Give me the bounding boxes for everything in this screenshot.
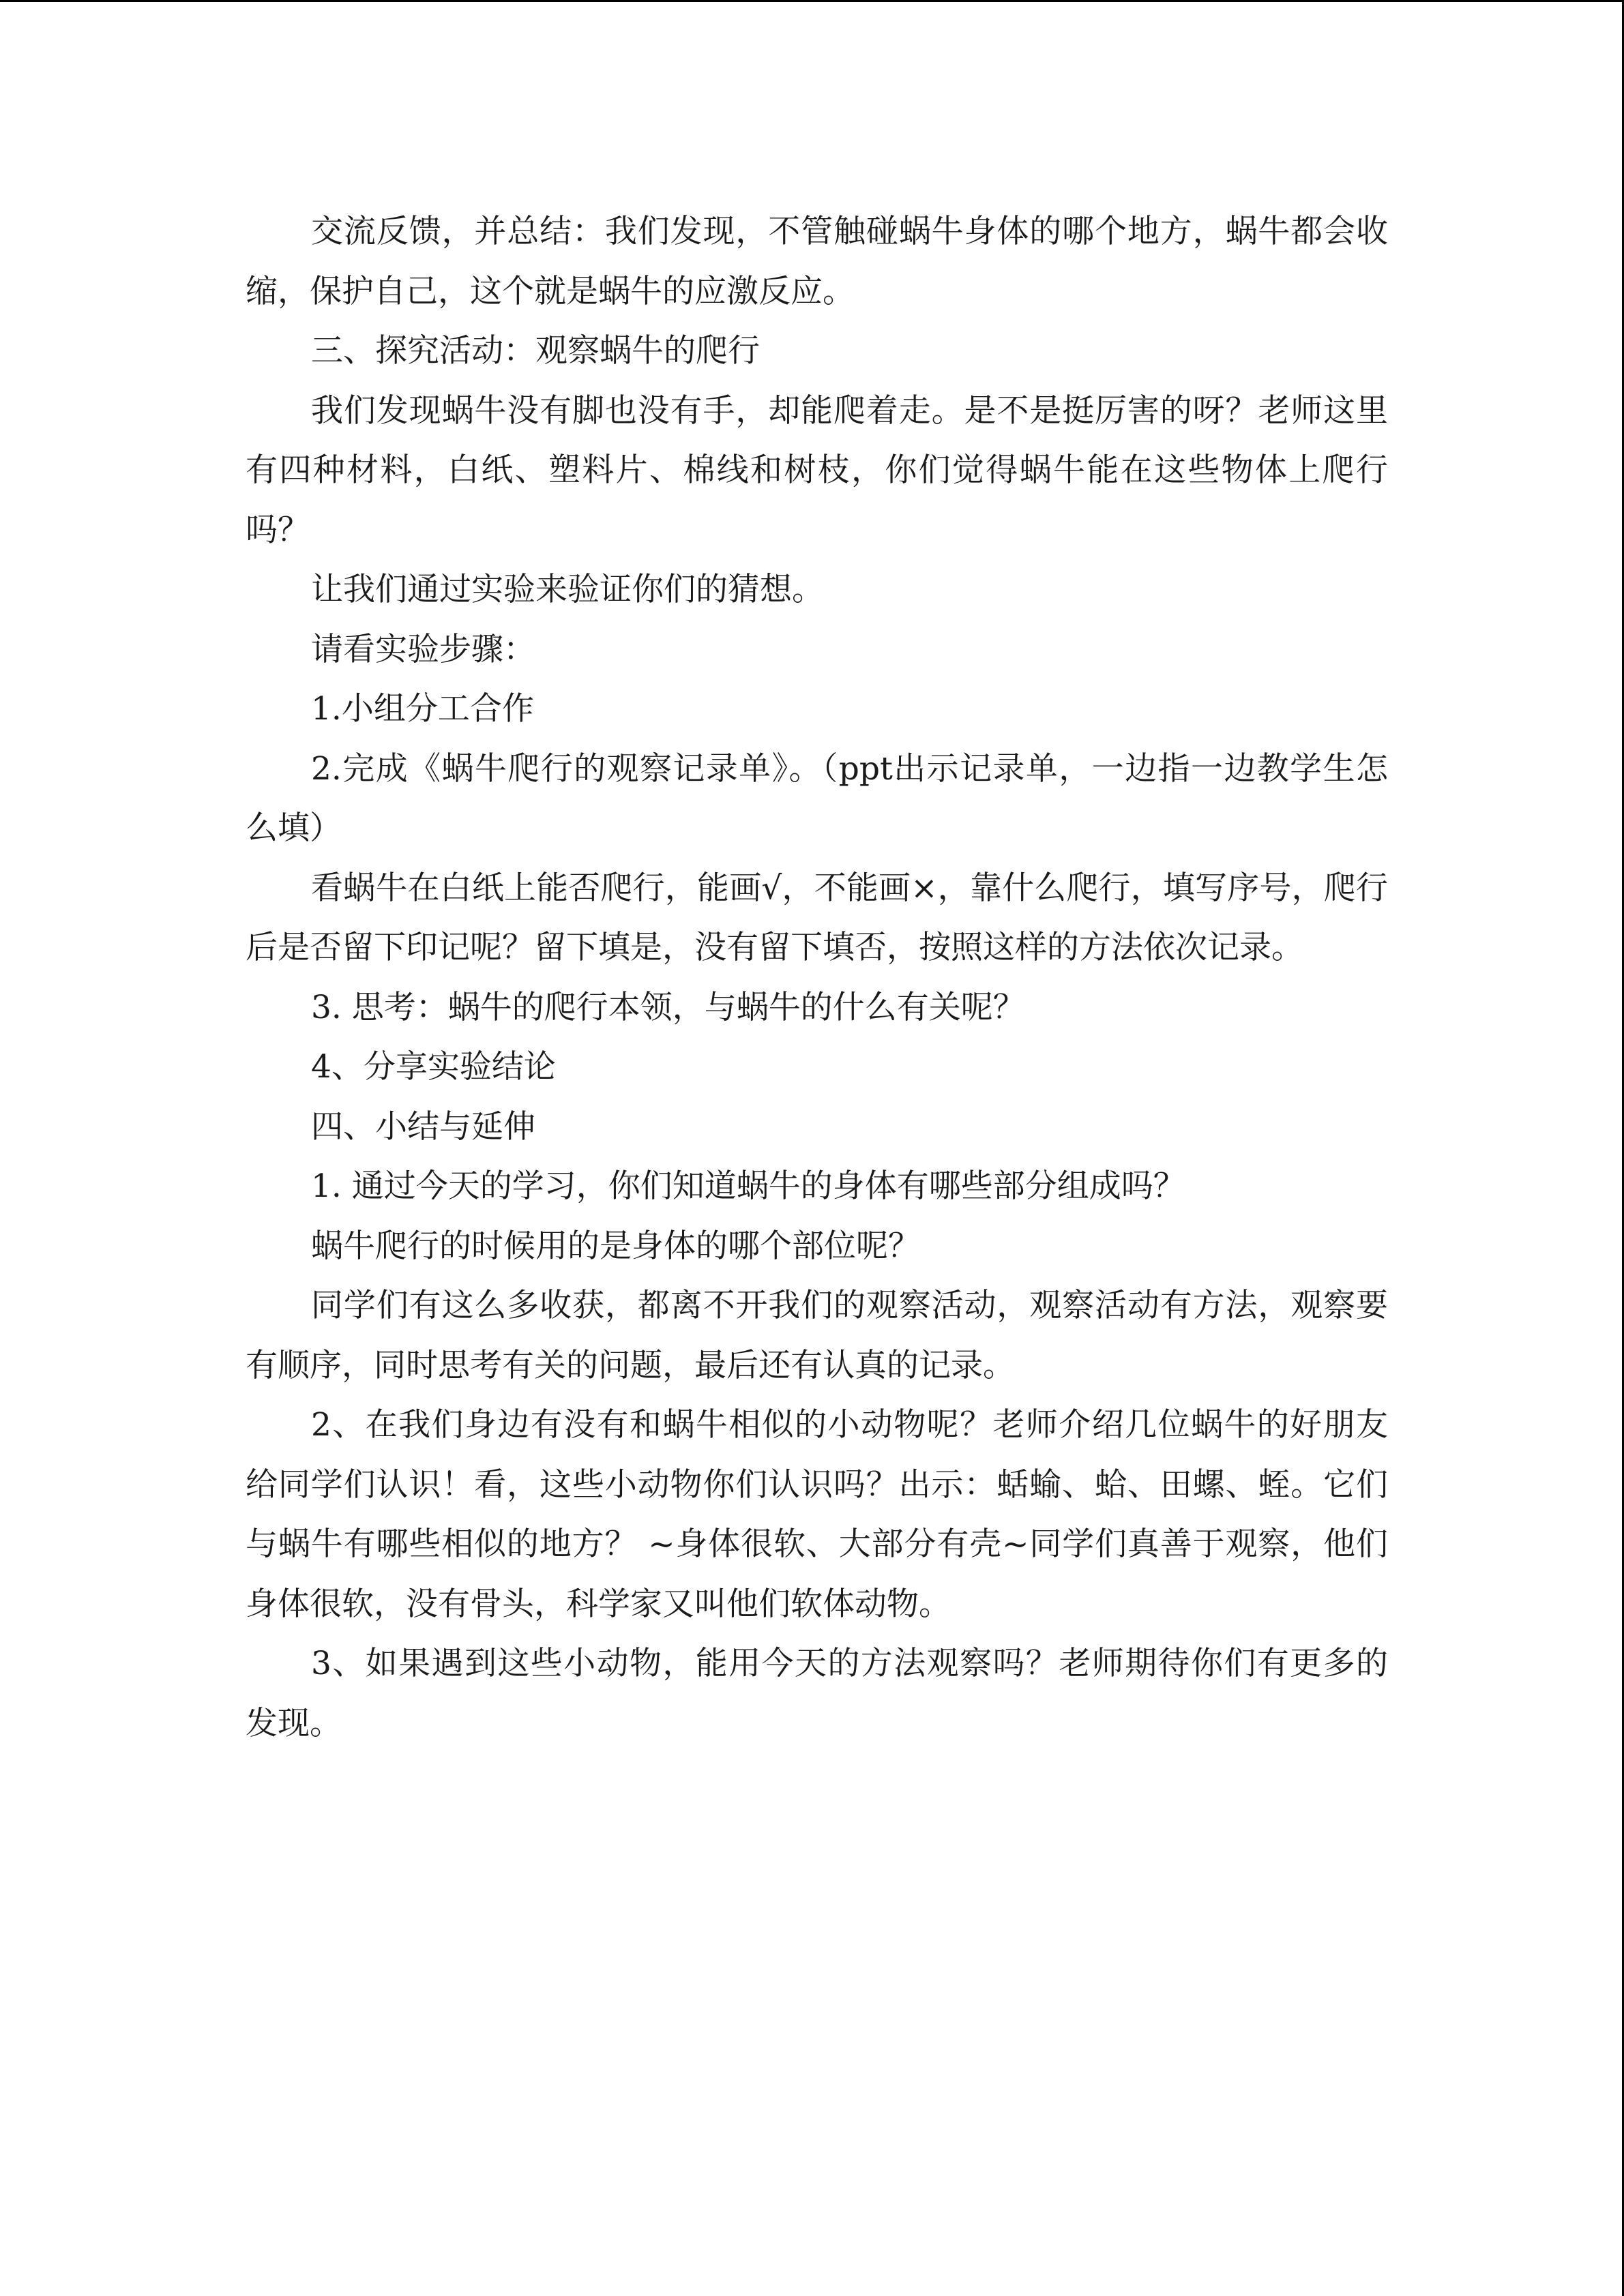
step-1-group-work: 1.小组分工合作 [311, 690, 534, 728]
section-heading-summary-extension: 四、小结与延伸 [311, 1107, 535, 1146]
summary-item-3-expectation: 3、如果遇到这些小动物，能用今天的方法观察吗？老师期待你们有更多的发现。 [246, 1645, 1388, 1742]
step-2-record-sheet: 2.完成《蜗牛爬行的观察记录单》。（ppt出示记录单，一边指一边教学生怎么填） [246, 749, 1388, 847]
step-3-think: 3. 思考：蜗牛的爬行本领，与蜗牛的什么有关呢？ [311, 988, 1025, 1026]
paragraph-observation-methods: 同学们有这么多收获，都离不开我们的观察活动，观察活动有方法，观察要有顺序，同时思考有关的问题，最后还有认真的记录。 [246, 1287, 1388, 1384]
page-top-border [0, 0, 1624, 2]
paragraph-feedback-summary: 交流反馈，并总结：我们发现，不管触碰蜗牛身体的哪个地方，蜗牛都会收缩，保护自己，这个就是蜗牛的应激反应。 [246, 213, 1388, 310]
step-4-share-conclusion: 4、分享实验结论 [311, 1048, 556, 1086]
paragraph-materials-question: 我们发现蜗牛没有脚也没有手，却能爬着走。是不是挺厉害的呀？老师这里有四种材料，白纸、塑料片、棉线和树枝，你们觉得蜗牛能在这些物体上爬行吗？ [246, 391, 1388, 549]
document-body [246, 202, 1388, 1753]
summary-item-2-similar-animals: 2、在我们身边有没有和蜗牛相似的小动物呢？老师介绍几位蜗牛的好朋友给同学们认识！看，这些小动物你们认识吗？出示：蛞蝓、蛤、田螺、蛭。它们与蜗牛有哪些相似的地方？ ~身体很软、大部分有壳~同学们真善于观察，他们身体很软，没有骨头，科学家又叫他们软体动物。 [246, 1406, 1388, 1623]
paragraph-experiment-steps-intro: 请看实验步骤： [311, 630, 535, 668]
paragraph-crawling-body-part: 蜗牛爬行的时候用的是身体的哪个部位呢？ [311, 1227, 920, 1265]
section-heading-explore-crawling: 三、探究活动：观察蜗牛的爬行 [311, 332, 760, 370]
summary-item-1-body-parts: 1. 通过今天的学习，你们知道蜗牛的身体有哪些部分组成吗？ [311, 1167, 1185, 1205]
paragraph-verify-guess: 让我们通过实验来验证你们的猜想。 [311, 571, 824, 608]
paragraph-recording-instructions: 看蜗牛在白纸上能否爬行，能画√，不能画×，靠什么爬行，填写序号，爬行后是否留下印记呢？留下填是，没有留下填否，按照这样的方法依次记录。 [246, 869, 1388, 966]
